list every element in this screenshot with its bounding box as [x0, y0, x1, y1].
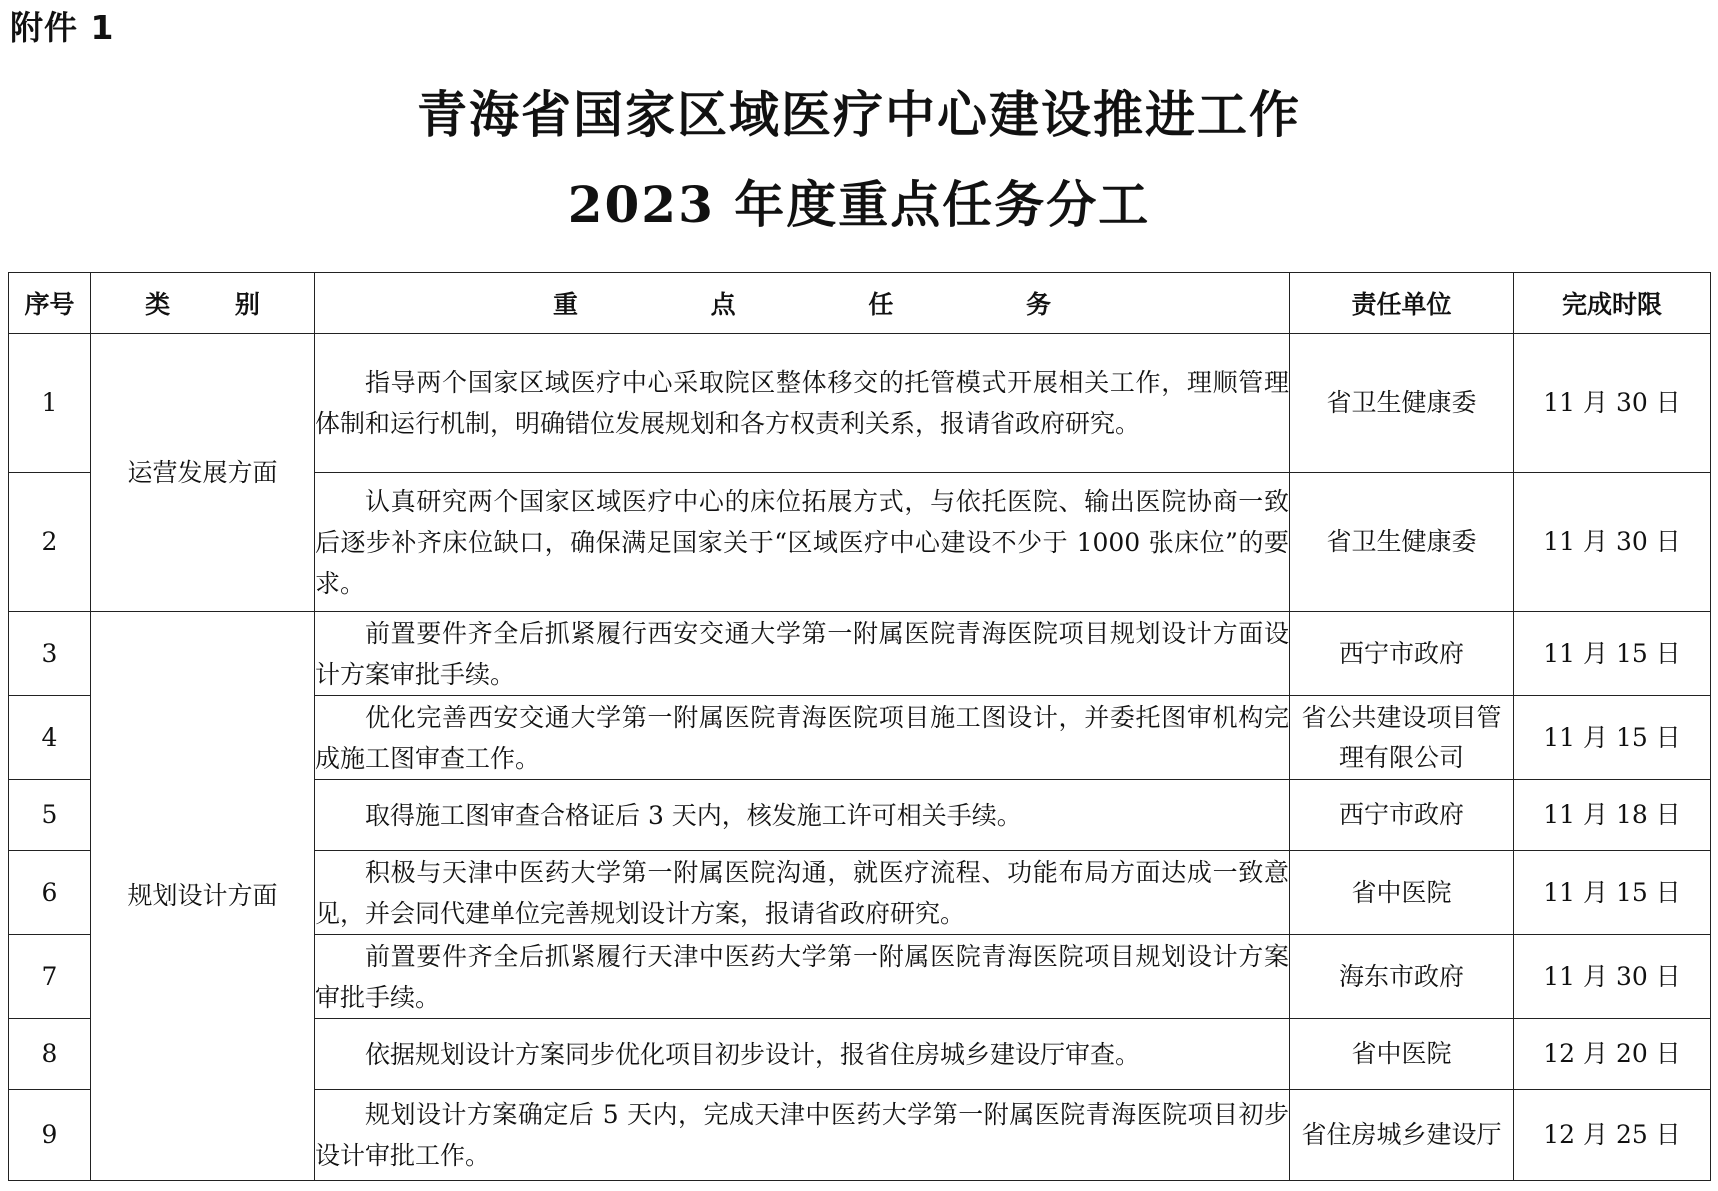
task-cell: [315, 612, 1290, 696]
header-category: [91, 273, 315, 334]
task-text: 规划设计方案确定后 5 天内，完成天津中医药大学第一附属医院青海医院项目初步设计审批工作。: [315, 1100, 1289, 1170]
deadline-cell: 11 月 15 日: [1514, 851, 1711, 935]
table-row: [9, 612, 1711, 696]
task-table: [8, 272, 1711, 1181]
category-cell: 规划设计方面: [91, 612, 315, 1181]
row-no: 2: [9, 473, 91, 612]
deadline-cell: 11 月 18 日: [1514, 780, 1711, 851]
task-cell: [315, 334, 1290, 473]
task-cell: [315, 851, 1290, 935]
header-category-label: 类 别: [145, 290, 288, 319]
deadline-cell: 11 月 30 日: [1514, 935, 1711, 1019]
unit-cell: 省中医院: [1290, 851, 1514, 935]
row-no: 9: [9, 1090, 91, 1181]
task-text: 指导两个国家区域医疗中心采取院区整体移交的托管模式开展相关工作，理顺管理体制和运行机制，明确错位发展规划和各方权责利关系，报请省政府研究。: [315, 368, 1289, 438]
row-no: 8: [9, 1019, 91, 1090]
deadline-cell: 11 月 15 日: [1514, 612, 1711, 696]
row-no: 1: [9, 334, 91, 473]
unit-cell: 省住房城乡建设厅: [1290, 1090, 1514, 1181]
task-text: 积极与天津中医药大学第一附属医院沟通，就医疗流程、功能布局方面达成一致意见，并会同代建单位完善规划设计方案，报请省政府研究。: [315, 857, 1289, 928]
deadline-cell: 11 月 30 日: [1514, 473, 1711, 612]
task-text: 优化完善西安交通大学第一附属医院青海医院项目施工图设计，并委托图审机构完成施工图审查工作。: [315, 702, 1289, 773]
task-cell: [315, 696, 1290, 780]
task-cell: [315, 1090, 1290, 1181]
row-no: 6: [9, 851, 91, 935]
task-cell: [315, 473, 1290, 612]
task-cell: [315, 1019, 1290, 1090]
row-no: 4: [9, 696, 91, 780]
table-header-row: [9, 273, 1711, 334]
document-subtitle: 2023 年度重点任务分工: [567, 175, 1151, 234]
unit-cell: 省卫生健康委: [1290, 334, 1514, 473]
header-unit: 责任单位: [1290, 273, 1514, 334]
row-no: 3: [9, 612, 91, 696]
category-cell: 运营发展方面: [91, 334, 315, 612]
header-no: 序号: [9, 273, 91, 334]
table-row: [9, 334, 1711, 473]
header-deadline: 完成时限: [1514, 273, 1711, 334]
task-cell: [315, 935, 1290, 1019]
task-text: 依据规划设计方案同步优化项目初步设计，报省住房城乡建设厅审查。: [365, 1039, 1141, 1069]
task-text: 认真研究两个国家区域医疗中心的床位拓展方式，与依托医院、输出医院协商一致后逐步补齐床位缺口，确保满足国家关于“区域医疗中心建设不少于 1000 张床位”的要求。: [315, 486, 1289, 598]
deadline-cell: 12 月 25 日: [1514, 1090, 1711, 1181]
header-task-label: 重 点 任 务: [552, 290, 1114, 319]
row-no: 7: [9, 935, 91, 1019]
task-text: 取得施工图审查合格证后 3 天内，核发施工许可相关手续。: [365, 800, 1022, 830]
unit-cell: 西宁市政府: [1290, 612, 1514, 696]
task-text: 前置要件齐全后抓紧履行天津中医药大学第一附属医院青海医院项目规划设计方案审批手续。: [315, 941, 1289, 1012]
unit-cell: 省公共建设项目管理有限公司: [1290, 696, 1514, 780]
unit-cell: 西宁市政府: [1290, 780, 1514, 851]
deadline-cell: 11 月 30 日: [1514, 334, 1711, 473]
deadline-cell: 11 月 15 日: [1514, 696, 1711, 780]
header-task: [315, 273, 1290, 334]
task-text: 前置要件齐全后抓紧履行西安交通大学第一附属医院青海医院项目规划设计方面设计方案审批手续。: [315, 618, 1289, 689]
unit-cell: 海东市政府: [1290, 935, 1514, 1019]
task-cell: [315, 780, 1290, 851]
document-title: 青海省国家区域医疗中心建设推进工作: [417, 85, 1301, 144]
row-no: 5: [9, 780, 91, 851]
unit-cell: 省中医院: [1290, 1019, 1514, 1090]
attachment-label: 附件 1: [10, 8, 115, 47]
deadline-cell: 12 月 20 日: [1514, 1019, 1711, 1090]
unit-cell: 省卫生健康委: [1290, 473, 1514, 612]
